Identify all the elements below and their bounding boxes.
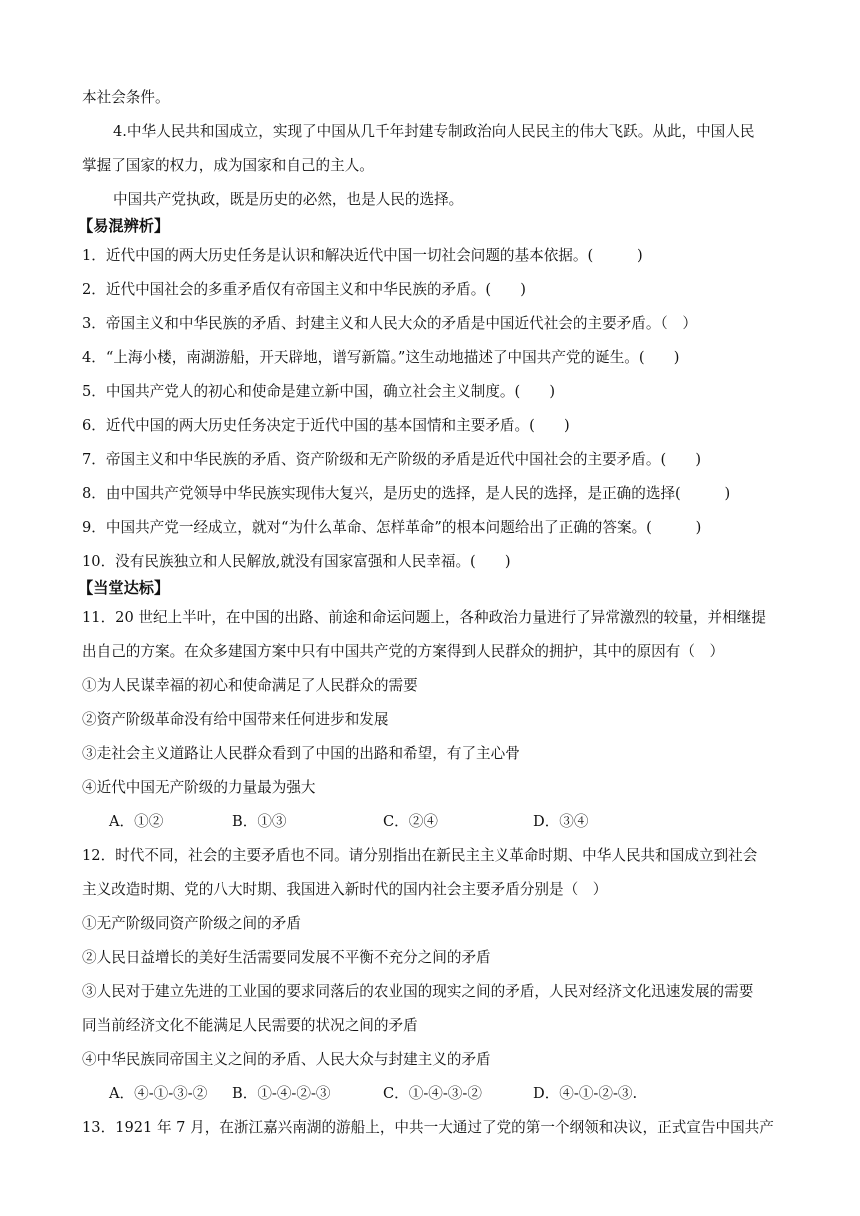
question-12-option-d: D．④-①-②-③. [533, 1085, 638, 1102]
question-11-line-1: 11．20 世纪上半叶，在中国的出路、前途和命运问题上，各种政治力量进行了异常激烈的较量，并相继提 [82, 609, 766, 626]
question-11-statement: ①为人民谋幸福的初心和使命满足了人民群众的需要 [82, 677, 418, 694]
question-12-statement: ①无产阶级同资产阶级之间的矛盾 [82, 915, 301, 932]
question-11-option-d: D．③④ [533, 813, 589, 830]
question-12-option-b: B．①-④-②-③ [232, 1085, 331, 1102]
judgment-item: 7．帝国主义和中华民族的矛盾、资产阶级和无产阶级的矛盾是近代中国社会的主要矛盾。( ) [82, 451, 702, 468]
question-12-statement: ④中华民族同帝国主义之间的矛盾、人民大众与封建主义的矛盾 [82, 1051, 491, 1068]
question-11-statement: ②资产阶级革命没有给中国带来任何进步和发展 [82, 711, 389, 728]
question-12-line-2: 主义改造时期、党的八大时期、我国进入新时代的国内社会主要矛盾分别是（ ） [82, 881, 608, 898]
question-11-option-c: C．②④ [383, 813, 438, 830]
question-12-statement: 同当前经济文化不能满足人民需要的状况之间的矛盾 [82, 1017, 418, 1034]
question-12-option-c: C．①-④-③-② [383, 1085, 482, 1102]
section-heading-practice: 【当堂达标】 [78, 579, 170, 597]
section-heading-confusion: 【易混辨析】 [78, 217, 170, 235]
question-13-line-1: 13．1921 年 7 月，在浙江嘉兴南湖的游船上，中共一大通过了党的第一个纲领和决议，正式宣告中国共产 [82, 1119, 774, 1136]
question-11-statement: ④近代中国无产阶级的力量最为强大 [82, 779, 316, 796]
question-11-statement: ③走社会主义道路让人民群众看到了中国的出路和希望，有了主心骨 [82, 745, 520, 762]
judgment-item: 1．近代中国的两大历史任务是认识和解决近代中国一切社会问题的基本依据。( ) [82, 247, 643, 264]
question-11-option-a: A．①② [109, 813, 164, 830]
judgment-item: 5．中国共产党人的初心和使命是建立新中国，确立社会主义制度。( ) [82, 383, 556, 400]
judgment-item: 3．帝国主义和中华民族的矛盾、封建主义和人民大众的矛盾是中国近代社会的主要矛盾。（ ） [82, 315, 697, 332]
question-11-option-b: B．①③ [232, 813, 287, 830]
question-12-statement: ③人民对于建立先进的工业国的要求同落后的农业国的现实之间的矛盾，人民对经济文化迅速发展的需要 [82, 983, 754, 1000]
question-12-line-1: 12．时代不同，社会的主要矛盾也不同。请分别指出在新民主主义革命时期、中华人民共和国成立到社会 [82, 847, 758, 864]
question-11-line-2: 出自己的方案。在众多建国方案中只有中国共产党的方案得到人民群众的拥护，其中的原因有（ ） [82, 643, 725, 660]
question-12-option-a: A．④-①-③-② [109, 1085, 208, 1102]
judgment-item: 6．近代中国的两大历史任务决定于近代中国的基本国情和主要矛盾。( ) [82, 417, 570, 434]
judgment-item: 8．由中国共产党领导中华民族实现伟大复兴，是历史的选择，是人民的选择，是正确的选择( ) [82, 485, 731, 502]
judgment-item: 10．没有民族独立和人民解放,就没有国家富强和人民幸福。( ) [82, 553, 511, 570]
judgment-item: 2．近代中国社会的多重矛盾仅有帝国主义和中华民族的矛盾。( ) [82, 281, 526, 298]
intro-line-2: 4.中华人民共和国成立，实现了中国从几千年封建专制政治向人民民主的伟大飞跃。从此，中国人民 [113, 123, 755, 140]
judgment-item: 4．“上海小楼，南湖游船，开天辟地，谱写新篇。”这生动地描述了中国共产党的诞生。( ) [82, 349, 680, 366]
intro-line-4: 中国共产党执政，既是历史的必然，也是人民的选择。 [113, 191, 464, 208]
question-12-statement: ②人民日益增长的美好生活需要同发展不平衡不充分之间的矛盾 [82, 949, 491, 966]
intro-line-1: 本社会条件。 [82, 89, 170, 106]
intro-line-3: 掌握了国家的权力，成为国家和自己的主人。 [82, 157, 374, 174]
judgment-item: 9．中国共产党一经成立，就对“为什么革命、怎样革命”的根本问题给出了正确的答案。( ) [82, 519, 702, 536]
